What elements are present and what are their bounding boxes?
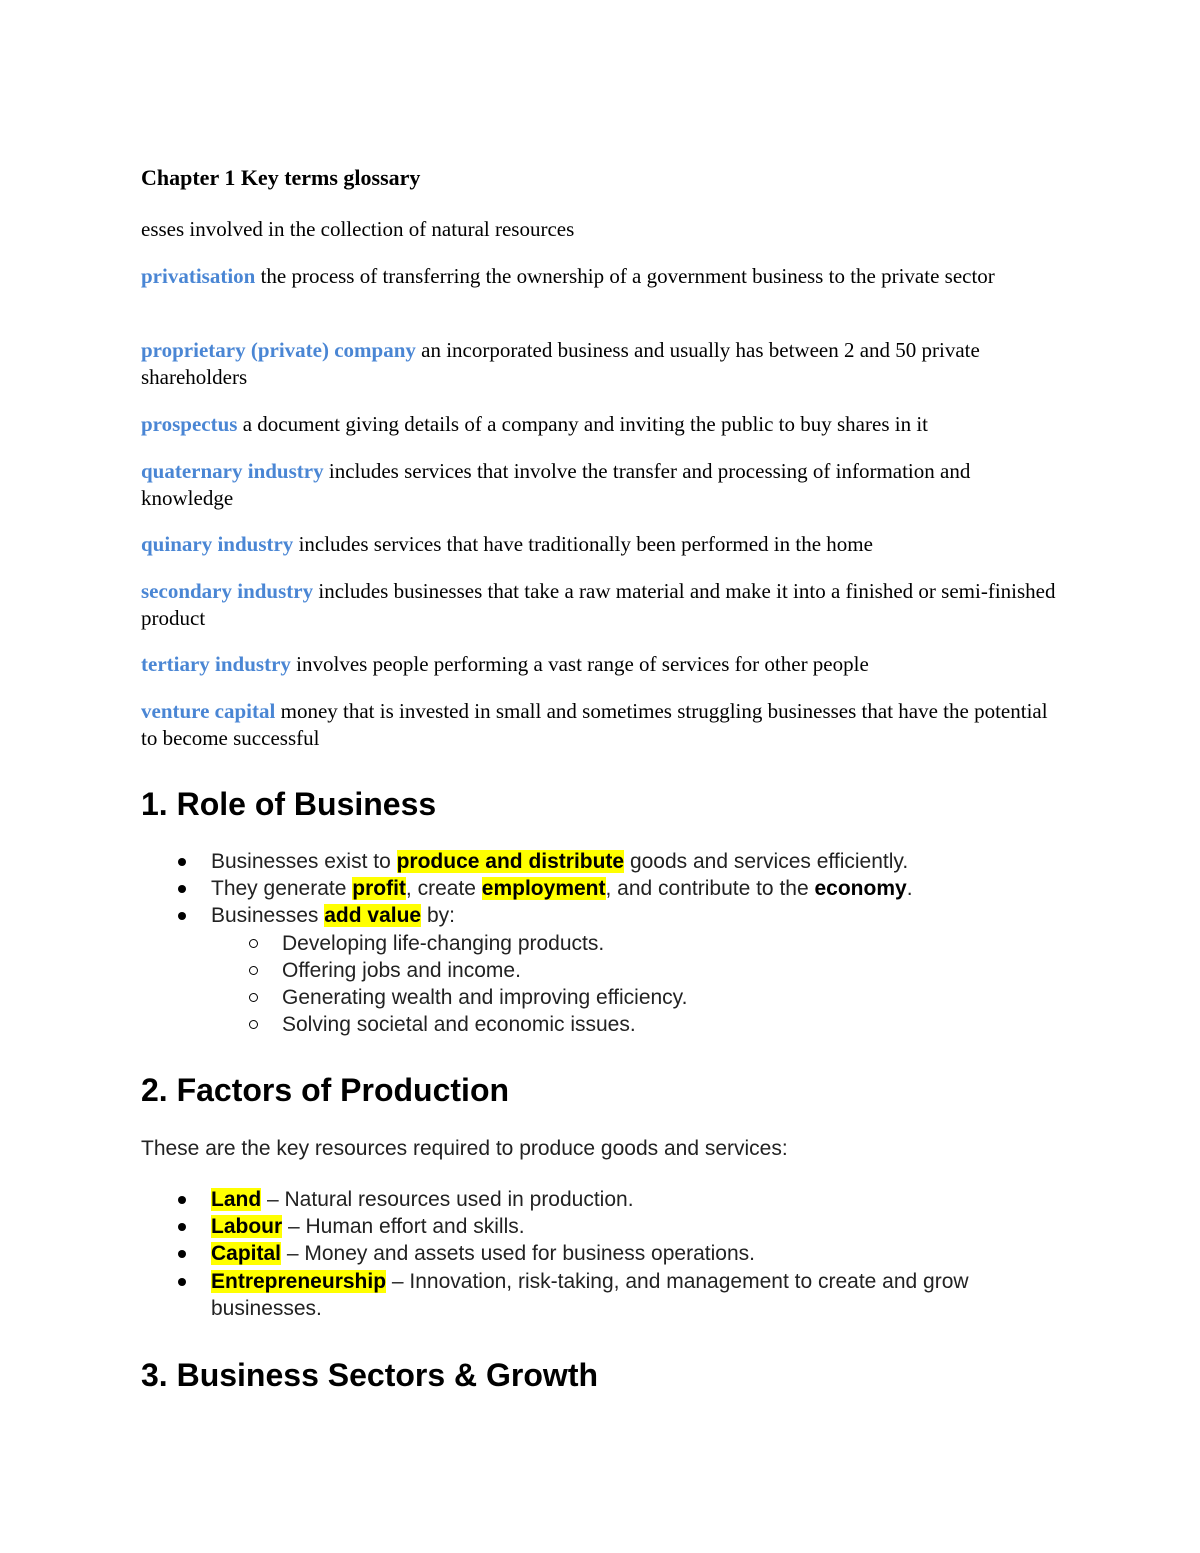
bullet-icon bbox=[178, 858, 186, 866]
sub-list-item: Solving societal and economic issues. bbox=[141, 1011, 1041, 1038]
glossary-entry bbox=[141, 531, 1061, 558]
glossary-entry bbox=[141, 651, 1061, 678]
list-item: Land – Natural resources used in production. bbox=[141, 1186, 1041, 1213]
section-heading: 2. Factors of Production bbox=[141, 1072, 510, 1108]
bullet-icon bbox=[178, 1278, 186, 1286]
glossary-definition: includes services that involve the transfer and processing of information and knowledge bbox=[141, 459, 971, 510]
sub-list-item: Offering jobs and income. bbox=[141, 957, 1041, 984]
section-heading: 3. Business Sectors & Growth bbox=[141, 1357, 599, 1393]
glossary-term: secondary industry bbox=[141, 579, 314, 603]
glossary-entry bbox=[141, 578, 1061, 632]
bullet-icon bbox=[178, 1223, 186, 1231]
bullet-icon bbox=[178, 1196, 186, 1204]
highlighted-term: add value bbox=[324, 904, 422, 928]
circle-bullet-icon bbox=[249, 939, 258, 948]
glossary-term: venture capital bbox=[141, 699, 276, 723]
glossary-term: privatisation bbox=[141, 264, 256, 288]
circle-bullet-icon bbox=[249, 993, 258, 1002]
list-item: Businesses add value by: bbox=[141, 902, 1041, 929]
circle-bullet-icon bbox=[249, 1020, 258, 1029]
highlighted-term: Land bbox=[211, 1188, 262, 1211]
bullet-icon bbox=[178, 885, 186, 893]
highlighted-term: Labour bbox=[211, 1215, 283, 1239]
glossary-term: proprietary (private) company bbox=[141, 338, 416, 362]
glossary-term: tertiary industry bbox=[141, 652, 291, 676]
list-item: They generate profit, create employment, and contribute to the economy. bbox=[141, 875, 1041, 902]
section-intro: These are the key resources required to produce goods and services: bbox=[141, 1137, 788, 1160]
circle-bullet-icon bbox=[249, 966, 258, 975]
glossary-entry bbox=[141, 411, 1061, 438]
glossary-entry bbox=[141, 698, 1061, 752]
glossary-intro: esses involved in the collection of natural resources bbox=[141, 217, 575, 241]
highlighted-term: employment bbox=[481, 877, 606, 901]
glossary-definition: includes businesses that take a raw material and make it into a finished or semi-finished product bbox=[141, 579, 1056, 630]
list-item: Businesses exist to produce and distribute goods and services efficiently. bbox=[141, 848, 1041, 875]
highlighted-term: Capital bbox=[211, 1242, 282, 1266]
glossary-definition: includes services that have traditionally been performed in the home bbox=[293, 532, 873, 556]
highlighted-term: profit bbox=[352, 877, 406, 901]
factors-of-production-list bbox=[141, 1186, 1041, 1322]
glossary-definition: a document giving details of a company and inviting the public to buy shares in it bbox=[237, 412, 928, 436]
glossary-term: prospectus bbox=[141, 412, 238, 436]
highlighted-term: Entrepreneurship bbox=[211, 1269, 387, 1293]
glossary-entry bbox=[141, 263, 1061, 290]
glossary-definition: an incorporated business and usually has between 2 and 50 private shareholders bbox=[141, 338, 980, 389]
section-heading: 1. Role of Business bbox=[141, 786, 437, 822]
glossary-entry bbox=[141, 458, 1061, 512]
glossary-title: Chapter 1 Key terms glossary bbox=[141, 165, 421, 190]
glossary-definition: money that is invested in small and sometimes struggling businesses that have the potential to become successful bbox=[141, 699, 1048, 750]
bullet-icon bbox=[178, 912, 186, 920]
glossary-term: quaternary industry bbox=[141, 459, 324, 483]
bullet-icon bbox=[178, 1250, 186, 1258]
role-of-business-list bbox=[141, 848, 1041, 1038]
list-item: Capital – Money and assets used for business operations. bbox=[141, 1240, 1041, 1267]
list-item: Entrepreneurship – Innovation, risk-taking, and management to create and grow businesses. bbox=[141, 1268, 1041, 1322]
highlighted-term: produce and distribute bbox=[396, 850, 625, 873]
sub-list-item: Generating wealth and improving efficiency. bbox=[141, 984, 1041, 1011]
list-item: Labour – Human effort and skills. bbox=[141, 1213, 1041, 1240]
glossary-entry bbox=[141, 337, 1061, 391]
glossary-definition: the process of transferring the ownership of a government business to the private sector bbox=[255, 264, 995, 288]
sub-list-item: Developing life-changing products. bbox=[141, 930, 1041, 957]
bold-term: economy bbox=[814, 877, 907, 901]
glossary-definition: involves people performing a vast range of services for other people bbox=[290, 652, 869, 676]
glossary-term: quinary industry bbox=[141, 532, 294, 556]
